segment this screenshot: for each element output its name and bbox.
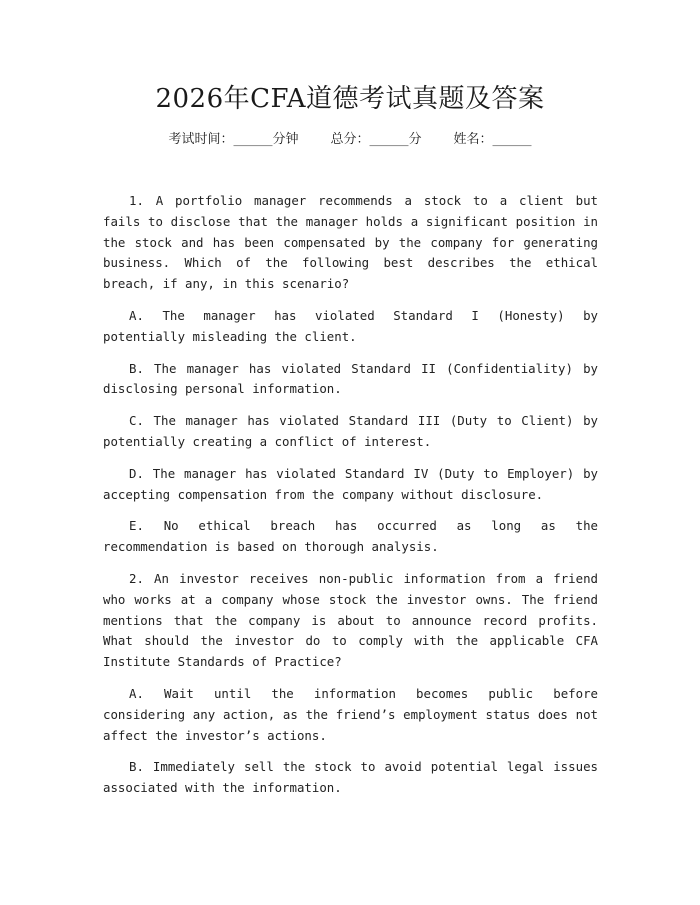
exam-time-field: 考试时间：______分钟 xyxy=(168,132,299,147)
question-2-option-a: A. Wait until the information becomes public before considering any action, as the friend’s employment status does not affect the investor’s actions. xyxy=(103,685,598,743)
name-field: 姓名：______ xyxy=(453,132,532,147)
question-1-option-e: E. No ethical breach has occurred as long as the recommendation is based on thorough analysis. xyxy=(103,518,598,555)
document-title: 2026年CFA道德考试真题及答案 xyxy=(155,84,545,114)
total-score-field: 总分：______分 xyxy=(330,132,422,147)
question-1-text: 1. A portfolio manager recommends a stock to a client but fails to disclose that the manager holds a significant position in the stock and has been compensated by the company for generating business. Which of the following best describes the ethical breach, if any, in this scenario? xyxy=(103,193,598,292)
question-1-option-a: A. The manager has violated Standard I (Honesty) by potentially misleading the client. xyxy=(103,307,598,344)
question-1-option-d: D. The manager has violated Standard IV (Duty to Employer) by accepting compensation from the company without disclosure. xyxy=(103,465,598,502)
question-2-option-b: B. Immediately sell the stock to avoid potential legal issues associated with the information. xyxy=(103,759,598,796)
question-1-option-b: B. The manager has violated Standard II (Confidentiality) by disclosing personal information. xyxy=(103,360,598,397)
question-2-text: 2. An investor receives non-public information from a friend who works at a company whose stock the investor owns. The friend mentions that the company is about to announce record profits. What should the investor do to comply with the applicable CFA Institute Standards of Practice? xyxy=(103,570,598,670)
question-1-option-c: C. The manager has violated Standard III (Duty to Client) by potentially creating a conflict of interest. xyxy=(103,413,598,449)
document-body xyxy=(103,191,598,810)
exam-info-line xyxy=(0,130,700,150)
